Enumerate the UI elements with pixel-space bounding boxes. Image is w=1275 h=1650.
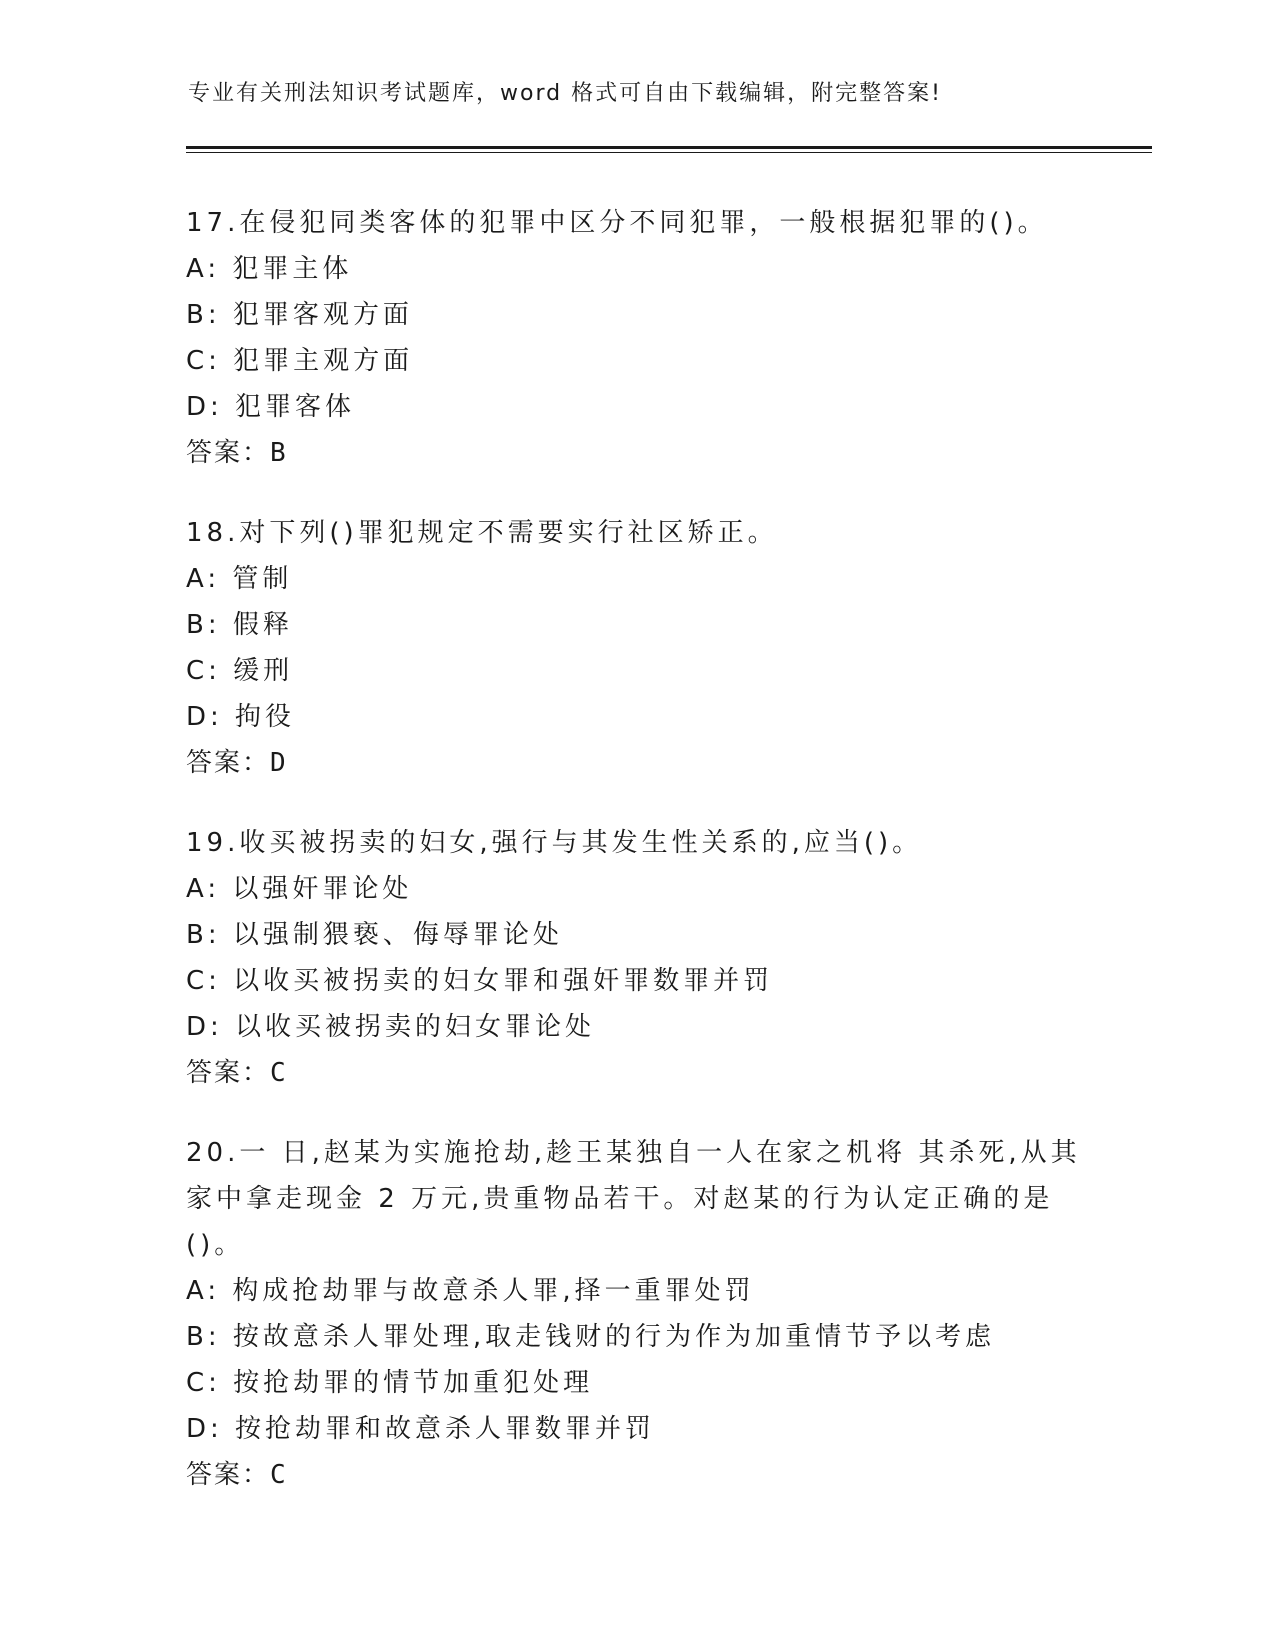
option-c: C: 按抢劫罪的情节加重犯处理 [186, 1368, 594, 1398]
answer-label: 答案： [186, 748, 271, 778]
question-stem: 18.对下列()罪犯规定不需要实行社区矫正。 [186, 518, 778, 548]
option-b: B: 假释 [186, 610, 293, 640]
option-d: D: 犯罪客体 [186, 392, 356, 422]
question-20 [186, 1130, 1086, 1498]
answer-line [186, 1452, 1086, 1498]
question-stem-line-1: 20.一 日,赵某为实施抢劫,趁王某独自一人在家之机将 其杀死,从其 [186, 1138, 1081, 1168]
answer-value: D [270, 748, 288, 778]
option-b: B: 按故意杀人罪处理,取走钱财的行为作为加重情节予以考虑 [186, 1322, 996, 1352]
answer-line [186, 1050, 1086, 1096]
option-d: D: 拘役 [186, 702, 296, 732]
answer-value: C [270, 1058, 288, 1088]
option-b: B: 犯罪客观方面 [186, 300, 413, 330]
option-d: D: 以收买被拐卖的妇女罪论处 [186, 1012, 596, 1042]
answer-line [186, 740, 1086, 786]
option-b: B: 以强制猥亵、侮辱罪论处 [186, 920, 563, 950]
header-note: 专业有关刑法知识考试题库，word 格式可自由下载编辑，附完整答案! [188, 81, 942, 106]
option-c: C: 犯罪主观方面 [186, 346, 414, 376]
header-divider [186, 146, 1152, 153]
answer-line [186, 430, 1086, 476]
option-a: A: 以强奸罪论处 [186, 874, 413, 904]
option-a: A: 犯罪主体 [186, 254, 353, 284]
question-stem-line-2: 家中拿走现金 2 万元,贵重物品若干。对赵某的行为认定正确的是()。 [186, 1184, 1054, 1260]
question-list [186, 200, 1086, 1532]
option-c: C: 以收买被拐卖的妇女罪和强奸罪数罪并罚 [186, 966, 774, 996]
answer-value: C [270, 1460, 288, 1490]
question-stem: 17.在侵犯同类客体的犯罪中区分不同犯罪，一般根据犯罪的()。 [186, 208, 1048, 238]
option-c: C: 缓刑 [186, 656, 294, 686]
answer-label: 答案： [186, 1058, 271, 1088]
option-a: A: 管制 [186, 564, 293, 594]
question-18 [186, 510, 1086, 786]
option-d: D: 按抢劫罪和故意杀人罪数罪并罚 [186, 1414, 656, 1444]
answer-value: B [270, 438, 288, 468]
question-19 [186, 820, 1086, 1096]
answer-label: 答案： [186, 1460, 271, 1490]
question-17 [186, 200, 1086, 476]
answer-label: 答案： [186, 438, 271, 468]
question-stem: 19.收买被拐卖的妇女,强行与其发生性关系的,应当()。 [186, 828, 923, 858]
option-a: A: 构成抢劫罪与故意杀人罪,择一重罪处罚 [186, 1276, 755, 1306]
